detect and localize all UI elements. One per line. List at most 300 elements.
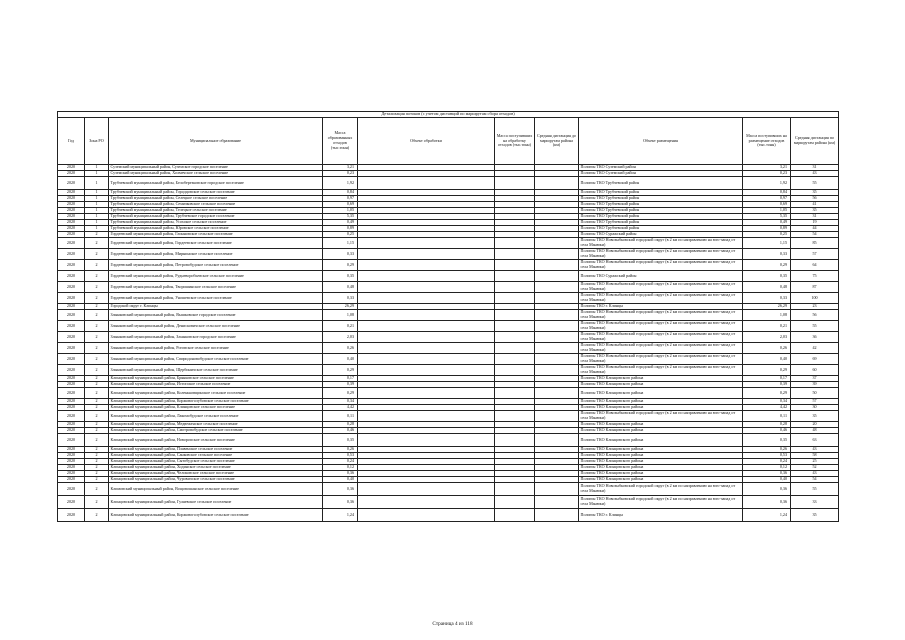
cell-zone: 2	[85, 332, 109, 343]
cell-placement-object: Полигон ТКО Трубчевский район	[579, 196, 743, 202]
cell-processing-mass	[495, 388, 535, 399]
cell-processing-object	[358, 496, 495, 509]
cell-distance: 43	[791, 171, 839, 177]
cell-mass: 1,08	[323, 310, 358, 321]
cell-year: 2020	[58, 232, 85, 238]
cell-year: 2020	[58, 282, 85, 293]
cell-processing-object	[358, 271, 495, 282]
cell-municipality: Трубчевский муниципальный район, Городцовское сельское поселение	[109, 190, 323, 196]
cell-municipality: Гордеевский муниципальный район, Петровобудское сельское поселение	[109, 260, 323, 271]
cell-mass: 0,34	[323, 399, 358, 405]
cell-placement-object: Полигон ТКО Новозыбковский городской округ (в 2 км по направлению на юго-запад от села Манюки)	[579, 354, 743, 365]
cell-placement-object: Полигон ТКО Клинцовского района	[579, 453, 743, 459]
cell-municipality: Трубчевский муниципальный район, Белоберезковское городское поселение	[109, 177, 323, 190]
cell-municipality: Гордеевский муниципальный район, Гордеевское сельское поселение	[109, 238, 323, 249]
table-row	[58, 354, 839, 365]
cell-municipality: Трубчевский муниципальный район, Трубчевское городское поселение	[109, 214, 323, 220]
cell-processing-mass	[495, 282, 535, 293]
cell-placement-mass: 5,35	[743, 214, 791, 220]
table-row	[58, 365, 839, 376]
cell-distance: 100	[791, 293, 839, 304]
cell-municipality: Городской округ г. Клинцы	[109, 304, 323, 310]
cell-year: 2020	[58, 177, 85, 190]
cell-year: 2020	[58, 190, 85, 196]
cell-distance: 42	[791, 343, 839, 354]
cell-placement-mass: 0,34	[743, 399, 791, 405]
cell-mass: 0,25	[323, 232, 358, 238]
cell-distance: 52	[791, 465, 839, 471]
cell-placement-mass: 0,33	[743, 293, 791, 304]
cell-placement-object: Полигон ТКО Клинцовского района	[579, 428, 743, 434]
cell-processing-object	[358, 483, 495, 496]
cell-processing-object	[358, 365, 495, 376]
cell-placement-mass: 1,24	[743, 509, 791, 522]
cell-municipality: Злынковский муниципальный район, Щербиничское сельское поселение	[109, 365, 323, 376]
col-header-year: Год	[58, 118, 85, 165]
cell-year: 2020	[58, 304, 85, 310]
cell-zone: 2	[85, 465, 109, 471]
cell-placement-mass: 2,03	[743, 332, 791, 343]
cell-mass: 0,84	[323, 190, 358, 196]
cell-placement-mass: 0,12	[743, 465, 791, 471]
cell-distance: 35	[791, 190, 839, 196]
cell-placement-mass: 0,29	[743, 365, 791, 376]
cell-processing-object	[358, 260, 495, 271]
cell-zone: 2	[85, 271, 109, 282]
cell-municipality: Злынковский муниципальный район, Роговское сельское поселение	[109, 343, 323, 354]
cell-year: 2020	[58, 411, 85, 422]
cell-distance: 55	[791, 483, 839, 496]
cell-processing-distance	[535, 343, 579, 354]
cell-year: 2020	[58, 428, 85, 434]
cell-processing-mass	[495, 434, 535, 447]
cell-mass: 5,35	[323, 214, 358, 220]
cell-distance: 37	[791, 376, 839, 382]
cell-placement-mass: 0,11	[743, 411, 791, 422]
col-header-placement-mass: Масса поступивших на размещение отходов (тыс.тонн)	[743, 118, 791, 165]
cell-processing-mass	[495, 365, 535, 376]
cell-municipality: Трубчевский муниципальный район, Телецкое сельское поселение	[109, 208, 323, 214]
cell-municipality: Клинцовский муниципальный район, Ходинское сельское поселение	[109, 465, 323, 471]
cell-municipality: Гордеевский муниципальный район, Рудневоробьевское сельское поселение	[109, 271, 323, 282]
cell-year: 2020	[58, 271, 85, 282]
cell-placement-mass: 0,89	[743, 226, 791, 232]
cell-zone: 2	[85, 382, 109, 388]
cell-processing-object	[358, 434, 495, 447]
cell-municipality: Злынковский муниципальный район, Спиридоновобудское сельское поселение	[109, 354, 323, 365]
col-header-processing-distance: Средняя дистанция до маршрутам района (км)	[535, 118, 579, 165]
cell-year: 2020	[58, 382, 85, 388]
cell-processing-mass	[495, 354, 535, 365]
cell-placement-object: Полигон ТКО Клинцовского района	[579, 405, 743, 411]
cell-mass: 0,29	[323, 388, 358, 399]
cell-placement-object: Полигон ТКО Новозыбковский городской округ (в 2 км по направлению на юго-запад от села Манюки)	[579, 282, 743, 293]
cell-zone: 2	[85, 471, 109, 477]
cell-mass: 0,21	[323, 321, 358, 332]
cell-placement-mass: 4,42	[743, 405, 791, 411]
cell-distance: 55	[791, 177, 839, 190]
cell-distance: 39	[791, 382, 839, 388]
cell-municipality: Гордеевский муниципальный район, Творишинское сельское поселение	[109, 282, 323, 293]
table-row	[58, 332, 839, 343]
cell-placement-mass: 3,21	[743, 165, 791, 171]
cell-distance: 41	[791, 202, 839, 208]
cell-processing-object	[358, 177, 495, 190]
cell-mass: 0,97	[323, 196, 358, 202]
cell-zone: 2	[85, 293, 109, 304]
cell-municipality: Трубчевский муниципальный район, Юровское сельское поселение	[109, 226, 323, 232]
cell-year: 2020	[58, 459, 85, 465]
cell-processing-distance	[535, 365, 579, 376]
cell-year: 2020	[58, 196, 85, 202]
cell-mass: 0,33	[323, 293, 358, 304]
cell-placement-object: Полигон ТКО Клинцовского района	[579, 471, 743, 477]
cell-distance: 56	[791, 310, 839, 321]
cell-processing-distance	[535, 260, 579, 271]
cell-municipality: Гордеевский муниципальный район, Уношевское сельское поселение	[109, 293, 323, 304]
cell-placement-object: Полигон ТКО Новозыбковский городской округ (в 2 км по направлению на юго-запад от села Манюки)	[579, 310, 743, 321]
cell-distance: 69	[791, 354, 839, 365]
cell-year: 2020	[58, 453, 85, 459]
cell-processing-distance	[535, 271, 579, 282]
cell-processing-mass	[495, 509, 535, 522]
cell-municipality: Клинцовский муниципальный район, Клинцовское сельское поселение	[109, 405, 323, 411]
cell-year: 2020	[58, 434, 85, 447]
cell-processing-distance	[535, 354, 579, 365]
table-row	[58, 483, 839, 496]
cell-processing-object	[358, 293, 495, 304]
waste-flow-table	[57, 111, 839, 522]
cell-distance: 33	[791, 496, 839, 509]
cell-placement-object: Полигон ТКО Клинцовского района	[579, 399, 743, 405]
cell-municipality: Клинцовский муниципальный район, Новоропское сельское поселение	[109, 434, 323, 447]
col-header-municipality: Муниципальное образование	[109, 118, 323, 165]
cell-processing-distance	[535, 388, 579, 399]
cell-processing-object	[358, 509, 495, 522]
cell-processing-mass	[495, 177, 535, 190]
cell-zone: 1	[85, 214, 109, 220]
cell-placement-mass: 0,24	[743, 459, 791, 465]
cell-placement-object: Полигон ТКО Новозыбковский городской округ (в 2 км по направлению на юго-запад от села Манюки)	[579, 365, 743, 376]
cell-placement-object: Полигон ТКО г. Клинцы	[579, 304, 743, 310]
cell-year: 2020	[58, 226, 85, 232]
cell-distance: 31	[791, 165, 839, 171]
cell-municipality: Клинцовский муниципальный район, Коленьковщинское сельское поселение	[109, 388, 323, 399]
cell-processing-object	[358, 310, 495, 321]
cell-processing-mass	[495, 260, 535, 271]
cell-zone: 2	[85, 365, 109, 376]
cell-mass: 0,40	[323, 477, 358, 483]
cell-distance: 56	[791, 196, 839, 202]
cell-municipality: Трубчевский муниципальный район, Семячковское сельское поселение	[109, 202, 323, 208]
cell-distance: 63	[791, 434, 839, 447]
cell-placement-mass: 0,29	[743, 388, 791, 399]
cell-zone: 2	[85, 282, 109, 293]
cell-zone: 1	[85, 171, 109, 177]
cell-year: 2020	[58, 365, 85, 376]
table-caption: Детализация потоков (с учетом дистанций по маршрутам сбора отходов)	[58, 112, 839, 118]
cell-processing-mass	[495, 293, 535, 304]
page-number: Страница 4 из 118	[432, 621, 473, 627]
cell-placement-mass: 0,40	[743, 354, 791, 365]
table-row	[58, 343, 839, 354]
cell-distance: 54	[791, 477, 839, 483]
cell-mass: 0,23	[323, 171, 358, 177]
cell-placement-object: Полигон ТКО Клинцовского района	[579, 434, 743, 447]
cell-mass: 0,33	[323, 249, 358, 260]
cell-zone: 2	[85, 411, 109, 422]
cell-placement-mass: 0,36	[743, 496, 791, 509]
cell-year: 2020	[58, 388, 85, 399]
cell-placement-object: Полигон ТКО г. Клинцы	[579, 509, 743, 522]
cell-placement-object: Полигон ТКО Клинцовского района	[579, 376, 743, 382]
cell-municipality: Клинцовский муниципальный район, Санковское сельское поселение	[109, 453, 323, 459]
cell-year: 2020	[58, 171, 85, 177]
cell-distance: 57	[791, 249, 839, 260]
cell-distance: 30	[791, 405, 839, 411]
cell-municipality: Клинцовский муниципальный район, Чуровичское сельское поселение	[109, 477, 323, 483]
cell-processing-object	[358, 321, 495, 332]
cell-mass: 0,46	[323, 428, 358, 434]
cell-year: 2020	[58, 477, 85, 483]
cell-mass: 26,29	[323, 304, 358, 310]
table-row	[58, 249, 839, 260]
table-row	[58, 434, 839, 447]
cell-processing-distance	[535, 282, 579, 293]
cell-distance: 35	[791, 411, 839, 422]
cell-zone: 2	[85, 343, 109, 354]
cell-year: 2020	[58, 214, 85, 220]
cell-processing-distance	[535, 310, 579, 321]
cell-placement-mass: 0,46	[743, 428, 791, 434]
cell-zone: 1	[85, 165, 109, 171]
cell-placement-object: Полигон ТКО Клинцовского района	[579, 465, 743, 471]
cell-year: 2020	[58, 376, 85, 382]
cell-processing-distance	[535, 496, 579, 509]
cell-mass: 1,15	[323, 238, 358, 249]
table-row	[58, 238, 839, 249]
cell-processing-mass	[495, 321, 535, 332]
cell-placement-mass: 0,25	[743, 232, 791, 238]
cell-mass: 0,12	[323, 465, 358, 471]
cell-placement-mass: 0,35	[743, 271, 791, 282]
cell-mass: 3,21	[323, 165, 358, 171]
cell-municipality: Злынковский муниципальный район, Денисковичское сельское поселение	[109, 321, 323, 332]
cell-zone: 1	[85, 177, 109, 190]
cell-year: 2020	[58, 208, 85, 214]
cell-mass: 0,48	[323, 282, 358, 293]
cell-placement-object: Полигон ТКО Клинцовского района	[579, 459, 743, 465]
cell-municipality: Клинцовский муниципальный район, Коржовоголубовское сельское поселение	[109, 399, 323, 405]
cell-distance: 87	[791, 282, 839, 293]
cell-processing-object	[358, 332, 495, 343]
cell-placement-mass: 0,97	[743, 196, 791, 202]
cell-zone: 2	[85, 249, 109, 260]
cell-mass: 1,92	[323, 177, 358, 190]
cell-mass: 0,49	[323, 220, 358, 226]
table-row	[58, 321, 839, 332]
cell-zone: 2	[85, 304, 109, 310]
cell-placement-object: Полигон ТКО Суземский район	[579, 165, 743, 171]
cell-processing-distance	[535, 434, 579, 447]
cell-placement-object: Полигон ТКО Клинцовского района	[579, 382, 743, 388]
cell-mass: 0,35	[323, 271, 358, 282]
cell-placement-mass: 0,21	[743, 321, 791, 332]
cell-distance: 43	[791, 447, 839, 453]
cell-zone: 1	[85, 208, 109, 214]
cell-placement-object: Полигон ТКО Трубчевский район	[579, 202, 743, 208]
cell-placement-mass: 0,23	[743, 171, 791, 177]
cell-processing-object	[358, 388, 495, 399]
cell-municipality: Суземский муниципальный район, Суземское городское поселение	[109, 165, 323, 171]
cell-placement-object: Полигон ТКО Новозыбковский городской округ (в 2 км по направлению на юго-запад от села Манюки)	[579, 343, 743, 354]
table-row	[58, 496, 839, 509]
cell-distance: 85	[791, 238, 839, 249]
cell-zone: 1	[85, 196, 109, 202]
cell-placement-mass: 0,49	[743, 220, 791, 226]
cell-municipality: Клинцовский муниципальный район, Челоковское сельское поселение	[109, 471, 323, 477]
cell-processing-object	[358, 411, 495, 422]
cell-placement-object: Полигон ТКО Суражский район	[579, 232, 743, 238]
cell-placement-mass: 0,29	[743, 260, 791, 271]
cell-zone: 1	[85, 220, 109, 226]
cell-year: 2020	[58, 354, 85, 365]
cell-year: 2020	[58, 332, 85, 343]
cell-mass: 0,28	[323, 422, 358, 428]
cell-municipality: Клинцовский муниципальный район, Коржовоголубовское сельское поселение	[109, 509, 323, 522]
cell-placement-mass: 0,36	[743, 471, 791, 477]
cell-placement-mass: 0,28	[743, 422, 791, 428]
cell-zone: 1	[85, 202, 109, 208]
cell-year: 2020	[58, 509, 85, 522]
cell-placement-object: Полигон ТКО Трубчевский район	[579, 214, 743, 220]
cell-distance: 23	[791, 304, 839, 310]
cell-mass: 0,89	[323, 226, 358, 232]
cell-distance: 64	[791, 260, 839, 271]
cell-placement-mass: 0,53	[743, 453, 791, 459]
cell-placement-mass: 1,15	[743, 238, 791, 249]
cell-year: 2020	[58, 260, 85, 271]
cell-mass: 0,69	[323, 202, 358, 208]
cell-distance: 44	[791, 226, 839, 232]
cell-mass: 2,03	[323, 332, 358, 343]
cell-zone: 2	[85, 260, 109, 271]
cell-zone: 2	[85, 388, 109, 399]
table-row	[58, 260, 839, 271]
cell-mass: 1,05	[323, 208, 358, 214]
cell-processing-distance	[535, 293, 579, 304]
cell-placement-object: Полигон ТКО Клинцовского района	[579, 422, 743, 428]
cell-municipality: Клинцовский муниципальный район, Медвеженское сельское поселение	[109, 422, 323, 428]
cell-processing-object	[358, 249, 495, 260]
cell-mass: 4,42	[323, 405, 358, 411]
cell-mass: 0,29	[323, 365, 358, 376]
cell-distance: 36	[791, 332, 839, 343]
cell-placement-object: Полигон ТКО Трубчевский район	[579, 177, 743, 190]
cell-distance: 20	[791, 422, 839, 428]
cell-year: 2020	[58, 249, 85, 260]
cell-municipality: Клинцовский муниципальный район, Брянковское сельское поселение	[109, 376, 323, 382]
table-row	[58, 310, 839, 321]
cell-placement-object: Полигон ТКО Новозыбковский городской округ (в 2 км по направлению на юго-запад от села Манюки)	[579, 238, 743, 249]
cell-municipality: Клинцовский муниципальный район, Лакомобудское сельское поселение	[109, 411, 323, 422]
cell-processing-distance	[535, 483, 579, 496]
cell-municipality: Клинцовский муниципальный район, Гуляевское сельское поселение	[109, 496, 323, 509]
cell-placement-object: Полигон ТКО Трубчевский район	[579, 190, 743, 196]
cell-mass: 0,24	[323, 459, 358, 465]
cell-municipality: Климовский муниципальный район, Вощовошанское сельское поселение	[109, 483, 323, 496]
cell-processing-mass	[495, 271, 535, 282]
cell-municipality: Клинцовский муниципальный район, Сытобудское сельское поселение	[109, 459, 323, 465]
cell-mass: 0,29	[323, 260, 358, 271]
cell-distance: 48	[791, 428, 839, 434]
cell-zone: 2	[85, 459, 109, 465]
cell-zone: 2	[85, 509, 109, 522]
table-row	[58, 271, 839, 282]
cell-mass: 0,17	[323, 376, 358, 382]
cell-year: 2020	[58, 447, 85, 453]
cell-year: 2020	[58, 399, 85, 405]
cell-placement-mass: 0,35	[743, 434, 791, 447]
col-header-zone: Зона РО	[85, 118, 109, 165]
cell-mass: 0,53	[323, 453, 358, 459]
cell-year: 2020	[58, 343, 85, 354]
cell-municipality: Трубчевский муниципальный район, Усохское сельское поселение	[109, 220, 323, 226]
cell-zone: 2	[85, 376, 109, 382]
cell-zone: 1	[85, 226, 109, 232]
cell-year: 2020	[58, 293, 85, 304]
cell-distance: 35	[791, 509, 839, 522]
cell-year: 2020	[58, 422, 85, 428]
cell-municipality: Злынковский муниципальный район, Вышковское городское поселение	[109, 310, 323, 321]
cell-placement-mass: 0,69	[743, 202, 791, 208]
cell-processing-mass	[495, 310, 535, 321]
cell-mass: 0,26	[323, 447, 358, 453]
cell-year: 2020	[58, 321, 85, 332]
cell-processing-distance	[535, 332, 579, 343]
cell-municipality: Клинцовский муниципальный район, Истопское сельское поселение	[109, 382, 323, 388]
cell-placement-object: Полигон ТКО Новозыбковский городской округ (в 2 км по направлению на юго-запад от села Манюки)	[579, 260, 743, 271]
cell-distance: 54	[791, 232, 839, 238]
col-header-mass: Масса образованных отходов (тыс.тонн)	[323, 118, 358, 165]
cell-placement-mass: 0,26	[743, 447, 791, 453]
cell-placement-mass: 0,39	[743, 382, 791, 388]
cell-processing-distance	[535, 177, 579, 190]
cell-processing-object	[358, 343, 495, 354]
cell-placement-object: Полигон ТКО Новозыбковский городской округ (в 2 км по направлению на юго-запад от села Манюки)	[579, 321, 743, 332]
cell-municipality: Суземский муниципальный район, Холмечское сельское поселение	[109, 171, 323, 177]
cell-zone: 2	[85, 447, 109, 453]
cell-zone: 2	[85, 310, 109, 321]
cell-mass: 0,26	[323, 343, 358, 354]
cell-municipality: Трубчевский муниципальный район, Селецкое сельское поселение	[109, 196, 323, 202]
table-row	[58, 282, 839, 293]
cell-distance: 58	[791, 453, 839, 459]
table-row	[58, 177, 839, 190]
col-header-distance: Средняя дистанция по маршрутам района (км)	[791, 118, 839, 165]
table-row	[58, 411, 839, 422]
col-header-processing-object: Объект обработки	[358, 118, 495, 165]
cell-processing-object	[358, 282, 495, 293]
cell-processing-distance	[535, 411, 579, 422]
cell-processing-mass	[495, 332, 535, 343]
cell-zone: 2	[85, 483, 109, 496]
cell-placement-mass: 1,05	[743, 208, 791, 214]
cell-placement-mass: 0,33	[743, 249, 791, 260]
cell-zone: 2	[85, 399, 109, 405]
cell-processing-mass	[495, 343, 535, 354]
cell-placement-object: Полигон ТКО Новозыбковский городской округ (в 2 км по направлению на юго-запад от села Манюки)	[579, 332, 743, 343]
